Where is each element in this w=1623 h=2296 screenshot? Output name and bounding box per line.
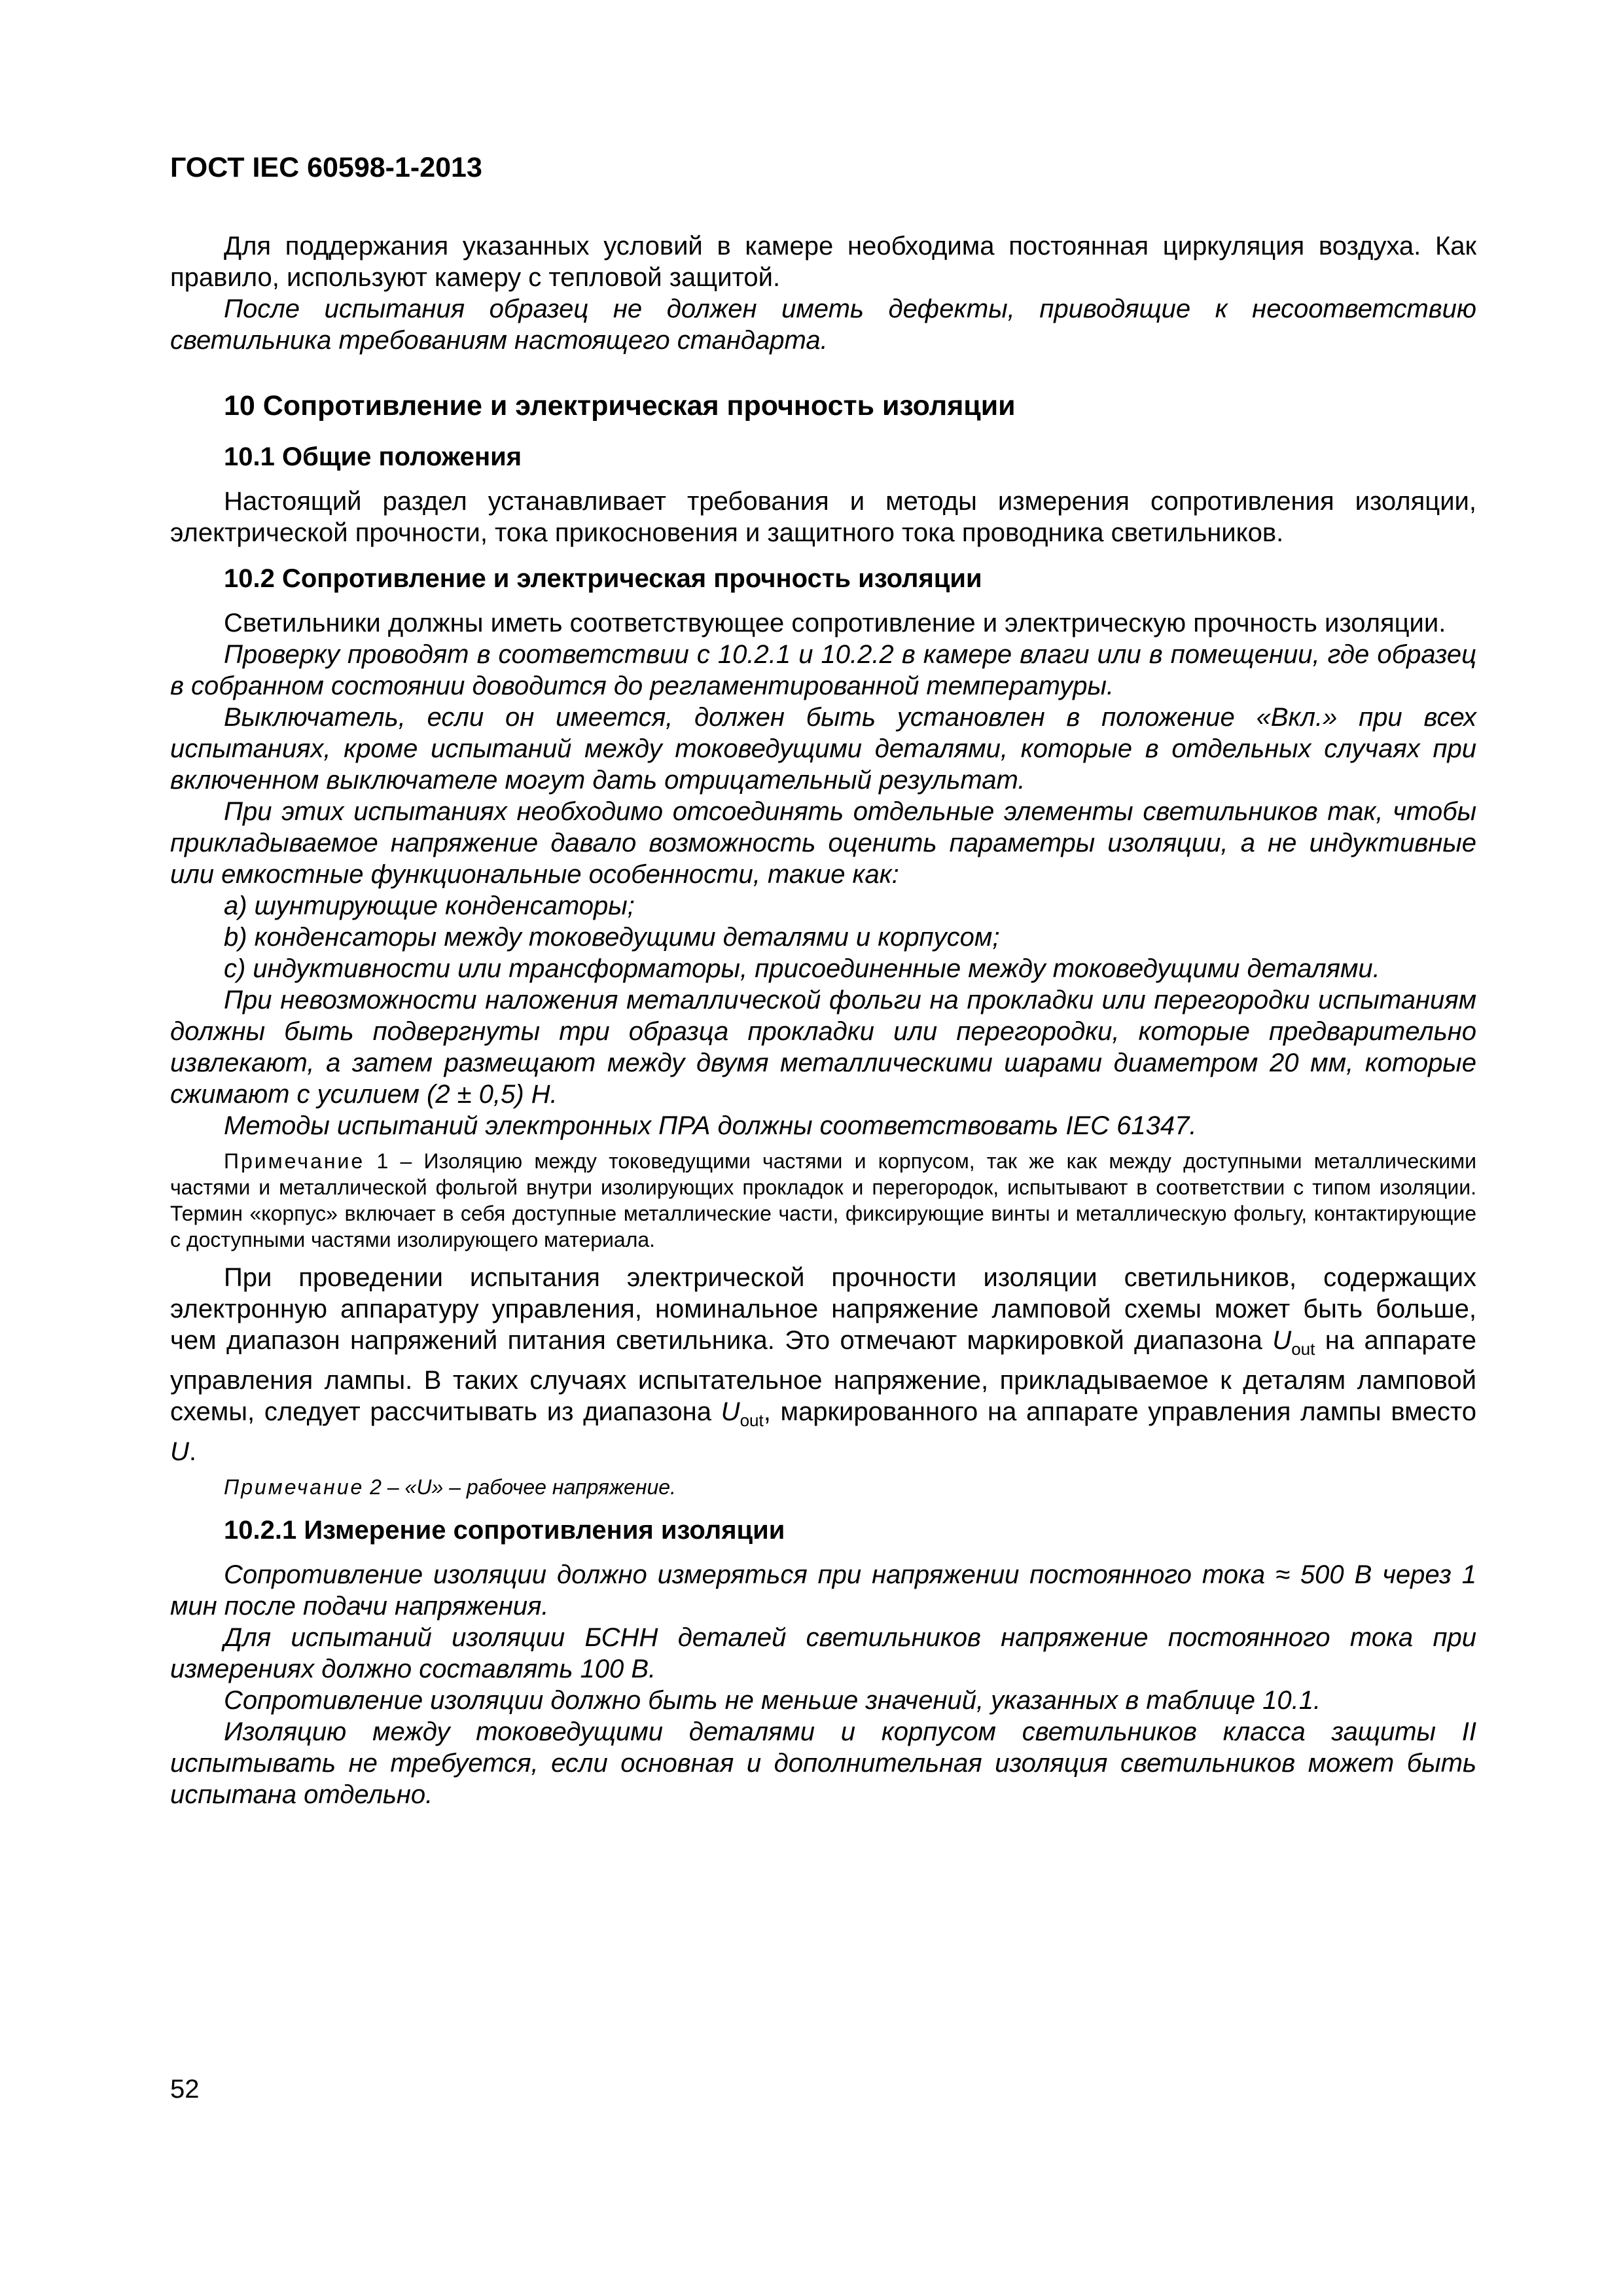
subsection-heading: 10.2 Сопротивление и электрическая прочность изоляции: [224, 564, 982, 593]
paragraph: Настоящий раздел устанавливает требования и методы измерения сопротивления изоляции, электрической прочности, тока прикосновения и защитного тока проводника светильников.: [170, 487, 1476, 547]
paragraph: Сопротивление изоляции должно быть не меньше значений, указанных в таблице 10.1.: [224, 1686, 1321, 1715]
paragraph: Для испытаний изоляции БСНН деталей светильников напряжение постоянного тока при измерениях должно составлять 100 В.: [170, 1623, 1476, 1683]
note: [170, 1148, 1476, 1253]
list-item: b) конденсаторы между токоведущими деталями и корпусом;: [224, 923, 1000, 952]
paragraph: Сопротивление изоляции должно измеряться при напряжении постоянного тока ≈ 500 В через 1 мин после подачи напряжения.: [170, 1560, 1476, 1621]
subsection-heading: 10.2.1 Измерение сопротивления изоляции: [224, 1516, 785, 1545]
paragraph: Изоляцию между токоведущими деталями и корпусом светильников класса защиты II испытывать не требуется, если основная и дополнительная изоляция светильников может быть испытана отдельно.: [170, 1717, 1476, 1809]
document-header: ГОСТ IEC 60598-1-2013: [170, 152, 482, 183]
paragraph: Светильники должны иметь соответствующее сопротивление и электрическую прочность изоляции.: [224, 609, 1446, 637]
section-heading: 10 Сопротивление и электрическая прочность изоляции: [224, 390, 1016, 422]
note-text: 1 – Изоляцию между токоведущими частями и корпусом, так же как между доступными металлическими частями и металлической фольгой внутри изолирующих прокладок и перегородок, испытывают в соответствии с типом изоляции. Термин «корпус» включает в себя доступные металлические части, фиксирующие винты и металлическую фольгу, контактирующие с доступными частями изолирующего материала.: [170, 1149, 1477, 1251]
paragraph: Выключатель, если он имеется, должен быть установлен в положение «Вкл.» при всех испытаниях, кроме испытаний между токоведущими деталями, которые в отдельных случаях при включенном выключателе могут дать отрицательный результат.: [170, 703, 1476, 795]
paragraph: При невозможности наложения металлической фольги на прокладки или перегородки испытаниям должны быть подвергнуты три образца прокладки или перегородки, которые предварительно извлекают, а затем размещают между двумя металлическими шарами диаметром 20 мм, которые сжимают с усилием (2 ± 0,5) Н.: [170, 986, 1476, 1109]
note-label: Примечание: [224, 1475, 365, 1499]
voltage-symbol: U: [1272, 1326, 1292, 1355]
subscript: out: [740, 1410, 764, 1430]
subscript: out: [1291, 1339, 1315, 1359]
note-text: 2 – «U» – рабочее напряжение.: [370, 1475, 676, 1499]
note: [170, 1474, 1476, 1500]
page-number: 52: [170, 2075, 200, 2104]
paragraph: Проверку проводят в соответствии с 10.2.1 и 10.2.2 в камере влаги или в помещении, где образец в собранном состоянии доводится до регламентированной температуры.: [170, 640, 1476, 700]
list-item: c) индуктивности или трансформаторы, присоединенные между токоведущими деталями.: [224, 954, 1380, 983]
subsection-heading: 10.1 Общие положения: [224, 442, 522, 471]
paragraph: При этих испытаниях необходимо отсоединять отдельные элементы светильников так, чтобы прикладываемое напряжение давало возможность оценить параметры изоляции, а не индуктивные или емкостные функциональные особенности, такие как:: [170, 797, 1476, 889]
note-label: Примечание: [224, 1149, 365, 1173]
paragraph: После испытания образец не должен иметь дефекты, приводящие к несоответствию светильника требованиям настоящего стандарта.: [170, 295, 1476, 355]
paragraph: Методы испытаний электронных ПРА должны соответствовать IEC 61347.: [224, 1111, 1197, 1140]
voltage-symbol: U: [170, 1437, 189, 1466]
paragraph: При проведении испытания электрической прочности изоляции светильников, содержащих электронную аппаратуру управления, номинальное напряжение ламповой схемы может быть больше, чем диапазон напряжений питания светильника. Это отмечают маркировкой диапазона $U_{out}$ на аппарате управления лампы. В таких случаях испытательное напряжение, прикладываемое к деталям ламповой схемы, следует рассчитывать из диапазона $U_{out}$, маркированного на аппарате управления лампы вместо U.: [170, 1263, 1476, 1466]
paragraph: Для поддержания указанных условий в камере необходима постоянная циркуляция воздуха. Как правило, используют камеру с тепловой защитой.: [170, 232, 1476, 292]
list-item: a) шунтирующие конденсаторы;: [224, 891, 635, 920]
voltage-symbol: U: [721, 1397, 740, 1426]
document-body: [170, 230, 1476, 1810]
